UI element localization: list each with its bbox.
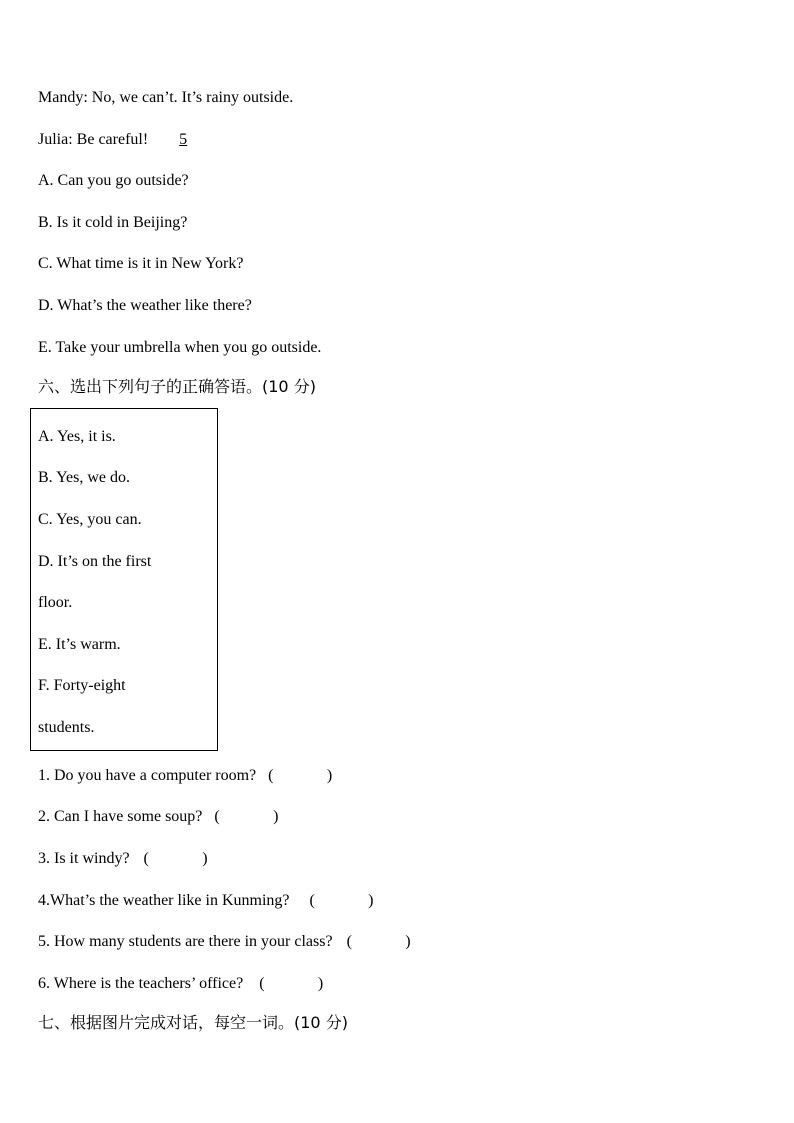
- option-b: B. Is it cold in Beijing?: [38, 214, 188, 231]
- answer-option: students.: [38, 719, 95, 736]
- answer-option: C. Yes, you can.: [38, 511, 142, 528]
- dialogue-line-mandy: Mandy: No, we can’t. It’s rainy outside.: [38, 89, 294, 106]
- question-text: 1. Do you have a computer room?: [38, 767, 257, 784]
- answer-option: B. Yes, we do.: [38, 469, 131, 486]
- answer-blank[interactable]: [268, 766, 332, 786]
- question-3: [38, 849, 208, 869]
- section-7-heading: 七、根据图片完成对话，每空一词。(10 分): [38, 1013, 348, 1032]
- julia-text: Julia: Be careful!: [38, 131, 153, 148]
- section-6-heading: 六、选出下列句子的正确答语。(10 分): [38, 377, 316, 396]
- question-5: [38, 932, 411, 952]
- answer-blank[interactable]: [144, 849, 208, 869]
- question-2: [38, 807, 278, 827]
- question-text: 6. Where is the teachers’ office?: [38, 975, 244, 992]
- answer-option: D. It’s on the first: [38, 553, 152, 570]
- question-1: [38, 766, 332, 786]
- paren-open: (: [259, 975, 265, 992]
- question-text: 5. How many students are there in your class?: [38, 933, 333, 950]
- answer-option: floor.: [38, 594, 73, 611]
- answer-blank[interactable]: [309, 891, 373, 911]
- option-c: C. What time is it in New York?: [38, 255, 244, 272]
- paren-open: (: [346, 933, 352, 950]
- question-4: [38, 891, 373, 911]
- paren-close: ): [202, 850, 208, 867]
- paren-close: ): [368, 892, 374, 909]
- paren-close: ): [273, 808, 279, 825]
- question-6: [38, 974, 323, 994]
- answer-options-box: [30, 408, 218, 751]
- paren-close: ): [317, 975, 324, 992]
- question-text: 4.What’s the weather like in Kunming?: [38, 892, 290, 909]
- paren-open: (: [214, 808, 220, 825]
- paren-open: (: [268, 767, 274, 784]
- paren-open: (: [143, 850, 149, 867]
- answer-blank[interactable]: [347, 932, 411, 952]
- answer-option: E. It’s warm.: [38, 636, 121, 653]
- question-text: 2. Can I have some soup?: [38, 808, 203, 825]
- option-e: E. Take your umbrella when you go outside.: [38, 339, 322, 356]
- paren-close: ): [326, 767, 333, 784]
- answer-option: F. Forty-eight: [38, 677, 126, 694]
- answer-blank[interactable]: [214, 807, 278, 827]
- dialogue-line-julia: [38, 130, 214, 150]
- blank-5: 5: [179, 131, 188, 148]
- question-text: 3. Is it windy?: [38, 850, 130, 867]
- answer-blank[interactable]: [259, 974, 323, 994]
- option-a: A. Can you go outside?: [38, 172, 189, 189]
- paren-open: (: [309, 892, 315, 909]
- answer-option: A. Yes, it is.: [38, 428, 116, 445]
- paren-close: ): [405, 933, 411, 950]
- option-d: D. What’s the weather like there?: [38, 297, 252, 314]
